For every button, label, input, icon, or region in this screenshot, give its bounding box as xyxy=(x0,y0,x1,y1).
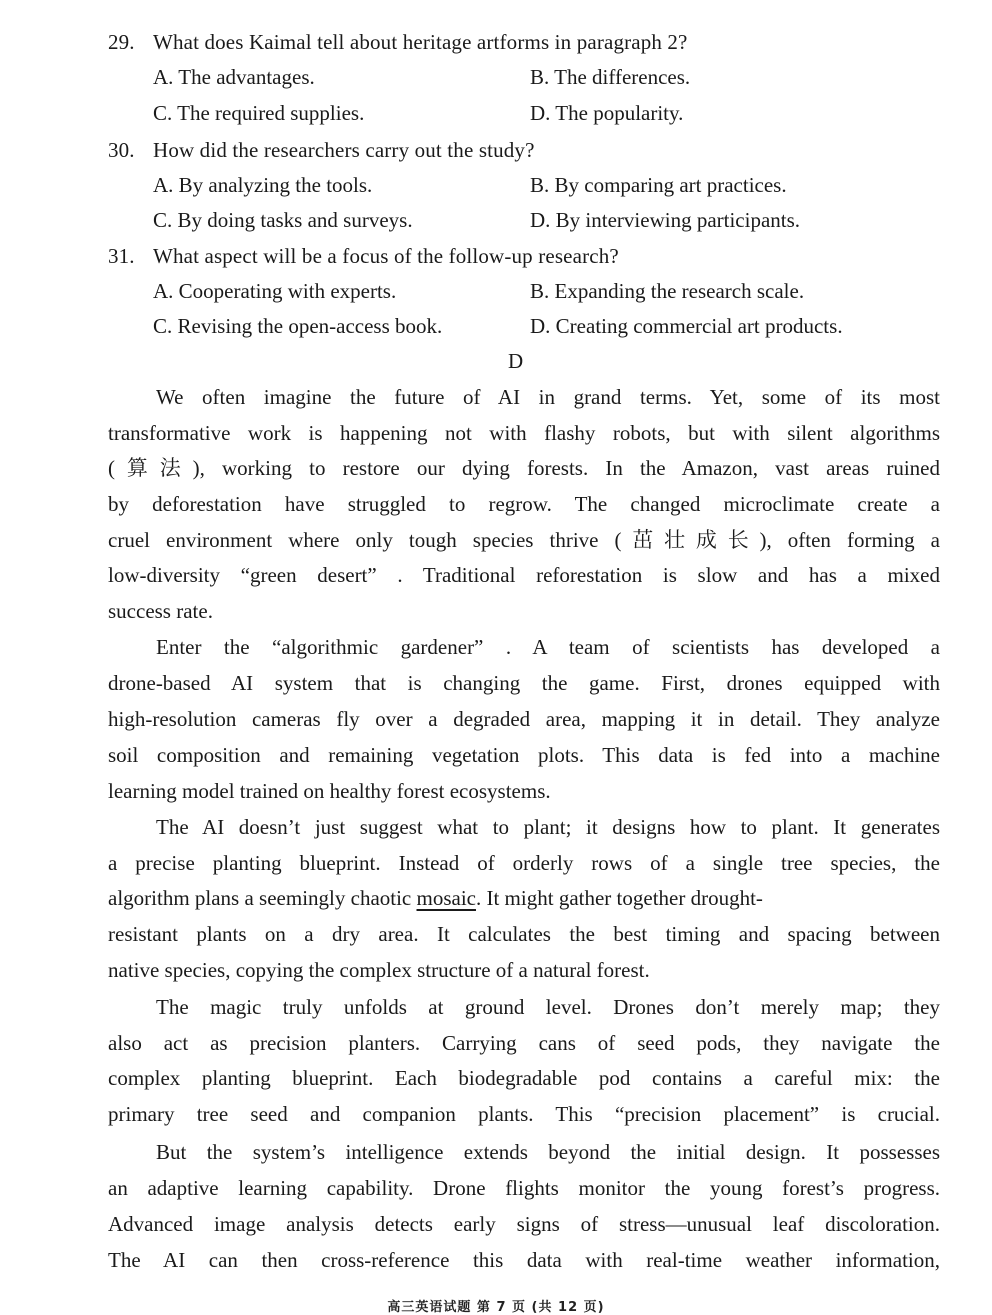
passage-line: learning model trained on healthy forest ecosystems. xyxy=(108,779,551,803)
option-b xyxy=(530,173,787,197)
passage-line: cruel environment where only tough species thrive (茁壮成长), often forming a xyxy=(108,528,940,552)
option-text: By comparing art practices. xyxy=(554,173,787,197)
passage-line: The AI can then cross-reference this data with real-time weather information, xyxy=(108,1248,940,1272)
passage-line: also act as precision planters. Carrying cans of seed pods, they navigate the xyxy=(108,1031,940,1055)
passage-line: drone-based AI system that is changing the game. First, drones equipped with xyxy=(108,671,940,695)
option-b xyxy=(530,279,804,303)
option-letter: B. xyxy=(530,279,550,303)
option-text: The advantages. xyxy=(178,65,315,89)
option-a xyxy=(153,279,396,303)
passage-line: soil composition and remaining vegetation plots. This data is fed into a machine xyxy=(108,743,940,767)
option-text: The popularity. xyxy=(555,101,684,125)
option-text: By doing tasks and surveys. xyxy=(177,208,413,232)
passage-line: native species, copying the complex structure of a natural forest. xyxy=(108,958,650,982)
option-letter: C. xyxy=(153,208,173,232)
passage-line: We often imagine the future of AI in grand terms. Yet, some of its most xyxy=(156,385,940,409)
option-letter: C. xyxy=(153,101,173,125)
passage-line: Enter the “algorithmic gardener” . A team of scientists has developed a xyxy=(156,635,940,659)
option-c xyxy=(153,101,364,125)
option-letter: A. xyxy=(153,173,174,197)
passage-line: an adaptive learning capability. Drone flights monitor the young forest’s progress. xyxy=(108,1176,940,1200)
option-text: Expanding the research scale. xyxy=(554,279,805,303)
section-heading: D xyxy=(508,349,524,373)
question-stem: What aspect will be a focus of the follow-up research? xyxy=(153,244,619,268)
underlined-word-mosaic: mosaic xyxy=(416,886,476,910)
passage-line: complex planting blueprint. Each biodegradable pod contains a careful mix: the xyxy=(108,1066,940,1090)
passage-line: by deforestation have struggled to regrow. The changed microclimate create a xyxy=(108,492,940,516)
option-text: Cooperating with experts. xyxy=(178,279,397,303)
option-d xyxy=(530,314,843,338)
option-letter: B. xyxy=(530,65,550,89)
page-footer: 高三英语试题 第 7 页 (共 12 页) xyxy=(387,1300,605,1315)
question-number: 29. xyxy=(108,30,135,54)
option-c xyxy=(153,208,413,232)
option-d xyxy=(530,208,800,232)
question-stem: What does Kaimal tell about heritage artforms in paragraph 2? xyxy=(153,30,688,54)
question-number: 31. xyxy=(108,244,135,268)
option-c xyxy=(153,314,442,338)
option-a xyxy=(153,65,315,89)
option-letter: A. xyxy=(153,65,174,89)
option-letter: D. xyxy=(530,208,551,232)
line-text: algorithm plans a seemingly chaotic xyxy=(108,886,417,910)
passage-line: The magic truly unfolds at ground level. Drones don’t merely map; they xyxy=(156,995,940,1019)
option-b xyxy=(530,65,690,89)
passage-line xyxy=(108,886,940,910)
option-a xyxy=(153,173,372,197)
passage-line: a precise planting blueprint. Instead of orderly rows of a single tree species, the xyxy=(108,851,940,875)
line-text: . It might gather together drought- xyxy=(475,886,763,910)
passage-line: Advanced image analysis detects early signs of stress—unusual leaf discoloration. xyxy=(108,1212,940,1236)
option-text: By analyzing the tools. xyxy=(178,173,373,197)
option-text: Creating commercial art products. xyxy=(555,314,843,338)
option-text: The required supplies. xyxy=(177,101,365,125)
option-text: By interviewing participants. xyxy=(555,208,801,232)
passage-line: primary tree seed and companion plants. This “precision placement” is crucial. xyxy=(108,1102,940,1126)
passage-line: success rate. xyxy=(108,599,213,623)
question-number: 30. xyxy=(108,138,135,162)
option-letter: D. xyxy=(530,101,551,125)
passage-line: The AI doesn’t just suggest what to plant; it designs how to plant. It generates xyxy=(156,815,940,839)
passage-line: resistant plants on a dry area. It calculates the best timing and spacing between xyxy=(108,922,940,946)
passage-line: But the system’s intelligence extends beyond the initial design. It possesses xyxy=(156,1140,940,1164)
option-letter: D. xyxy=(530,314,551,338)
passage-line: (算法), working to restore our dying forests. In the Amazon, vast areas ruined xyxy=(108,456,940,480)
option-d xyxy=(530,101,683,125)
question-stem: How did the researchers carry out the study? xyxy=(153,138,535,162)
option-text: Revising the open-access book. xyxy=(177,314,443,338)
passage-line: transformative work is happening not with flashy robots, but with silent algorithms xyxy=(108,421,940,445)
passage-line: high-resolution cameras fly over a degraded area, mapping it in detail. They analyze xyxy=(108,707,940,731)
option-letter: A. xyxy=(153,279,174,303)
option-text: The differences. xyxy=(554,65,691,89)
option-letter: C. xyxy=(153,314,173,338)
option-letter: B. xyxy=(530,173,550,197)
passage-line: low-diversity “green desert” . Traditional reforestation is slow and has a mixed xyxy=(108,563,940,587)
